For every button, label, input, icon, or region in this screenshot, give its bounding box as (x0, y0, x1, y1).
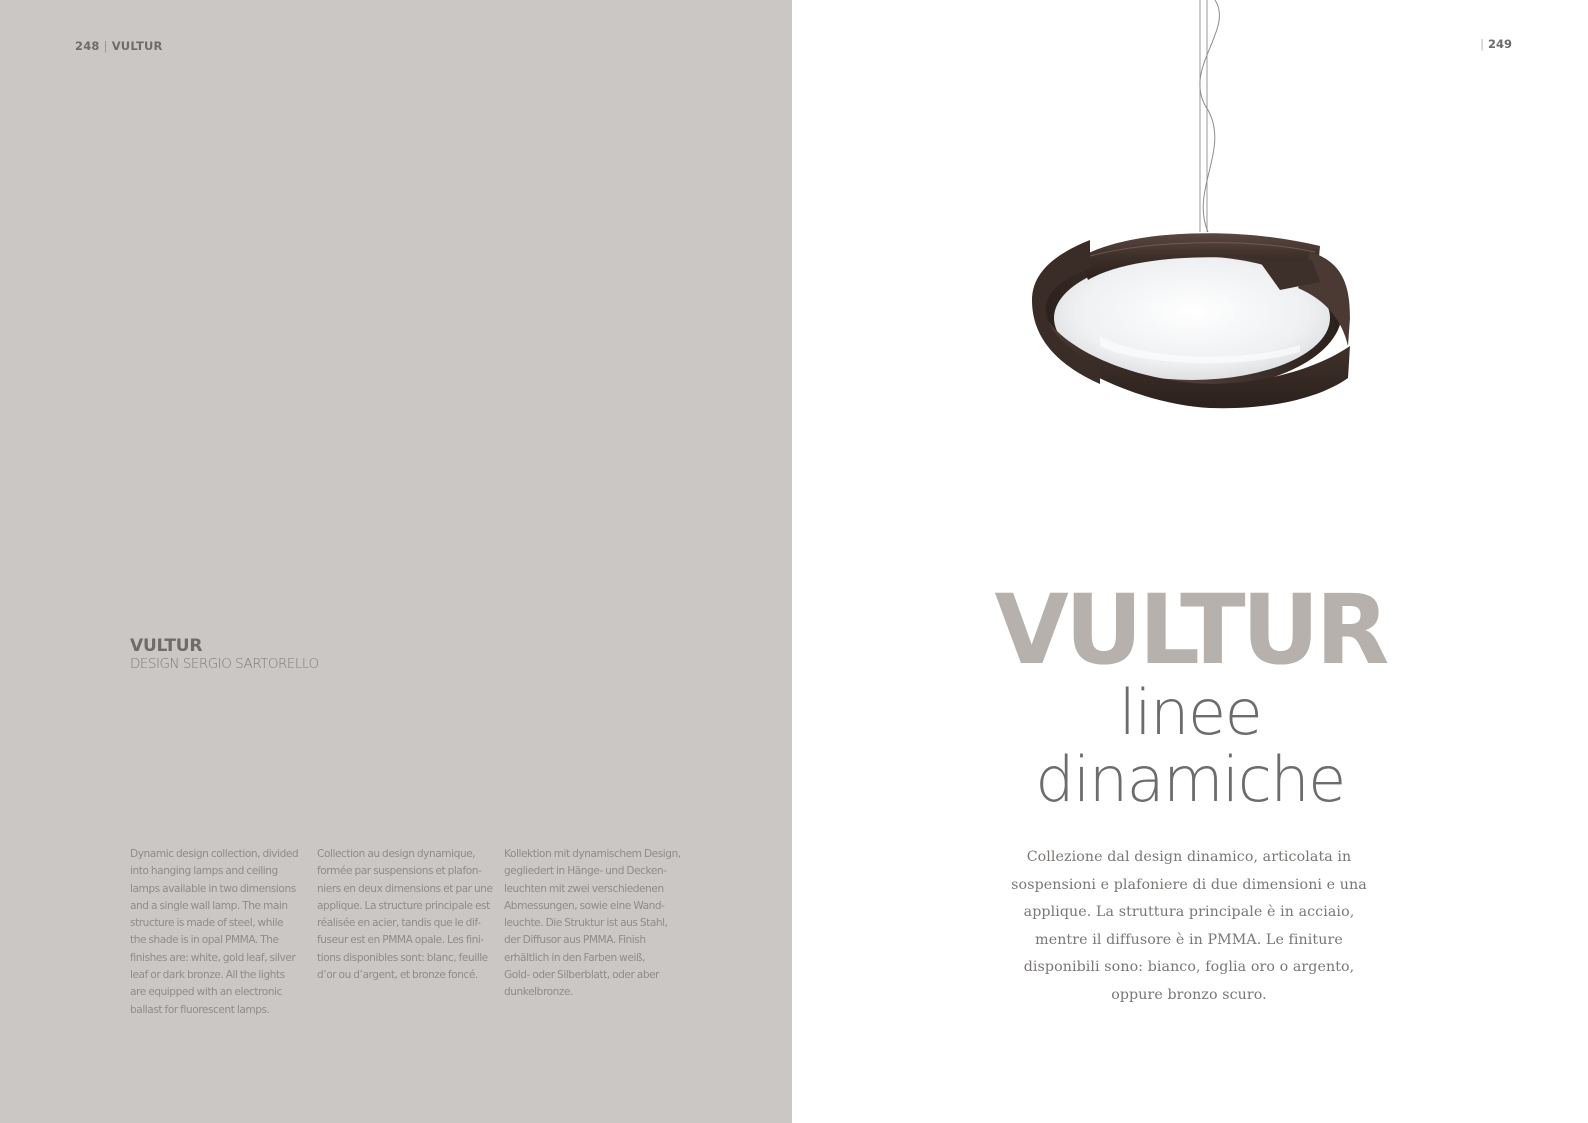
text-line: disponibili sono: bianco, foglia oro o argento, (1023, 959, 1355, 975)
text-line: ballast for fluorescent lamps. (130, 1003, 270, 1016)
text-line: leuchte. Die Struktur ist aus Stahl, (504, 917, 668, 930)
description-italian (1000, 844, 1378, 1009)
left-page (0, 0, 792, 1123)
text-line: structure is made of steel, while (130, 917, 284, 930)
text-line: Gold- oder Silberblatt, oder aber (504, 969, 660, 982)
text-line: fuseur est en PMMA opale. Les fini- (317, 934, 484, 947)
text-line: Collection au design dynamique, (317, 848, 476, 860)
right-page-header (1480, 37, 1512, 51)
text-line: mentre il diffusore è in PMMA. Le finiture (1035, 931, 1343, 948)
text-line: Dynamic design collection, divided (130, 848, 299, 860)
text-line: finishes are: white, gold leaf, silver (130, 951, 296, 964)
text-line: d’or ou d’argent, et bronze foncé. (317, 969, 478, 982)
description-english (130, 846, 300, 1019)
text-line: formée par suspensions et plafon- (317, 865, 482, 878)
left-page-header (75, 39, 163, 53)
hero-subtitle-line-2: dinamiche (1035, 743, 1345, 816)
hero-subtitle-line-1: linee (1118, 676, 1262, 749)
pendant-lamp-image (1030, 0, 1370, 420)
text-line: applique. La structure principale est (317, 899, 490, 912)
product-name: VULTUR (130, 636, 203, 656)
header-separator: | (103, 39, 108, 53)
text-line: erhältlich in den Farben weiß, (504, 951, 646, 964)
text-line: leaf or dark bronze. All the lights (130, 969, 285, 982)
text-line: Collezione dal design dinamico, articolata in (1026, 849, 1352, 865)
text-line: lamps available in two dimensions (130, 882, 296, 895)
text-line: tions disponibles sont: blanc, feuille (317, 951, 488, 964)
text-line: gegliedert in Hänge- und Decken- (504, 865, 667, 878)
text-line: oppure bronzo scuro. (1111, 986, 1267, 1003)
text-line: réalisée en acier, tandis que le dif- (317, 917, 481, 930)
power-cable (1200, 0, 1220, 232)
text-line: applique. La struttura principale è in acciaio, (1023, 904, 1355, 920)
header-separator: | (1480, 37, 1484, 51)
text-line: into hanging lamps and ceiling (130, 865, 278, 878)
hero-title: VULTUR (994, 574, 1386, 686)
text-line: niers en deux dimensions et par une (317, 882, 493, 895)
left-page-number: 248 (75, 39, 100, 53)
designer-credit: DESIGN SERGIO SARTORELLO (130, 656, 319, 672)
text-line: and a single wall lamp. The main (130, 899, 288, 912)
text-line: the shade is in opal PMMA. The (130, 934, 279, 947)
text-line: are equipped with an electronic (130, 986, 282, 999)
text-line: der Diffusor aus PMMA. Finish (504, 934, 646, 947)
text-line: Abmessungen, sowie eine Wand- (504, 899, 665, 912)
text-line: leuchten mit zwei verschiedenen (504, 882, 664, 895)
description-french (317, 846, 493, 984)
text-line: sospensioni e plafoniere di due dimensioni e una (1011, 876, 1367, 893)
product-credit (130, 637, 319, 672)
text-line: Kollektion mit dynamischem Design, (504, 848, 681, 860)
description-german (504, 846, 681, 1002)
text-line: dunkelbronze. (504, 986, 574, 999)
left-section-title: VULTUR (111, 39, 163, 53)
right-page-number: 249 (1487, 37, 1512, 51)
